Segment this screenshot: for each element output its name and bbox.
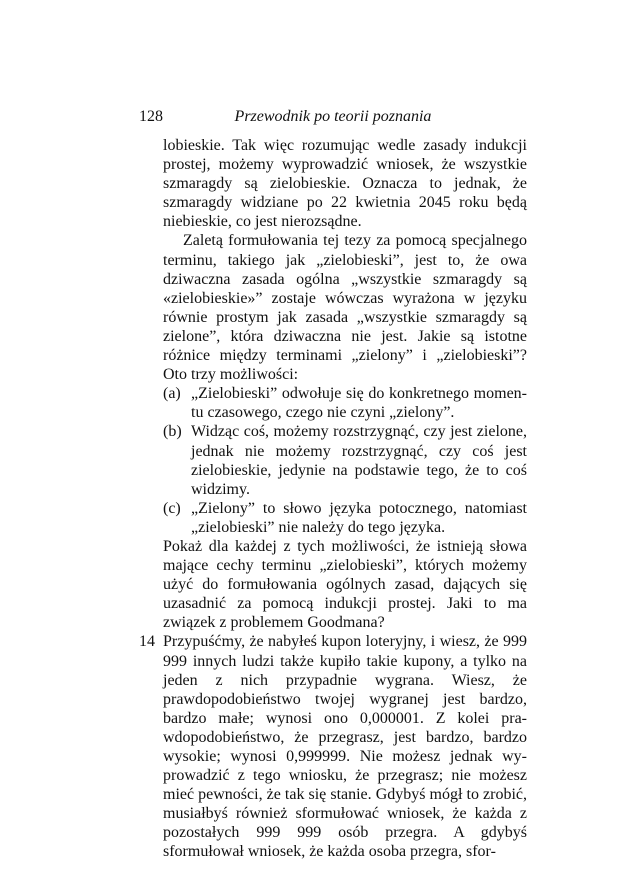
page-number: 128	[139, 108, 163, 125]
paragraph-2: Zaletą formułowania tej tezy za pomocą specjalnego terminu, takiego jak „zielobieski”, jest to, że owa dziwaczna zasada ogólna „wszystkie szmaragdy są «zielobieskie»” zostaje wówczas wyrażona w języku równie prostym jak zasada „wszystkie szmaragdy są zielone”, która dziwaczna nie jest. Jakie są istotne różnice między terminami „zielony” i „zielobieski”? Oto trzy możliwości:	[163, 232, 527, 384]
list-item-text: Widząc coś, możemy rozstrzygnąć, czy jest zielone, jednak nie możemy rozstrzygnąć, czy coś jest zielobieskie, jedynie na podstawie tego, że to coś widzimy.	[191, 423, 527, 498]
page-header	[139, 108, 527, 128]
page-body	[139, 136, 527, 862]
exercise-text: Przypuśćmy, że nabyłeś kupon loteryjny, i wiesz, że 999 999 innych ludzi także kupiło takie kupony, a tylko na jeden z nich przypadnie wygrana. Wiesz, że prawdopodobieństwo twojej wygranej jest bardzo, bardzo małe; wynosi ono 0,000001. Z kolei prawdopodobieństwo, że przegrasz, jest bardzo, bardzo wysokie; wynosi 0,999999. Nie możesz jednak wyprowadzić z tego wniosku, że przegrasz; nie możesz mieć pewności, że tak się stanie. Gdybyś mógł to zrobić, musiałbyś również sformułować wniosek, że każda z pozostałych 999 999 osób przegra. A gdybyś sformułował wniosek, że każda osoba przegra, sfor-	[163, 633, 527, 861]
paragraph-1: lobieskie. Tak więc rozumując wedle zasady indukcji prostej, możemy wyprowadzić wniosek, że wszystkie szmaragdy są zielobieskie. Oznacza to jednak, że szmaragdy widziane po 22 kwietnia 2045 roku będą niebieskie, co jest nierozsądne.	[163, 137, 527, 231]
possibilities-list	[163, 384, 527, 537]
list-marker: (c)	[163, 499, 181, 517]
list-item	[163, 499, 527, 537]
list-marker: (a)	[163, 385, 181, 403]
exercise-number: 14	[139, 633, 155, 651]
paragraph-3: Pokaż dla każdej z tych możliwości, że istnieją słowa mające cechy terminu „zielobieski”, których możemy użyć do formułowania ogólnych zasad, dających się uzasadnić za pomocą indukcji prostej. Jaki to ma związek z problemem Goodmana?	[163, 537, 527, 632]
list-item-text: „Zielobieski” odwołuje się do konkretnego momentu czasowego, czego nie czyni „zielony”.	[191, 385, 527, 422]
list-item	[163, 384, 527, 422]
list-marker: (b)	[163, 423, 182, 441]
exercise-14	[139, 632, 527, 861]
running-title: Przewodnik po teorii poznania	[234, 108, 432, 125]
list-item	[163, 422, 527, 498]
list-item-text: „Zielony” to słowo języka potocznego, natomiast „zielobieski” nie należy do tego języka.	[191, 499, 527, 536]
